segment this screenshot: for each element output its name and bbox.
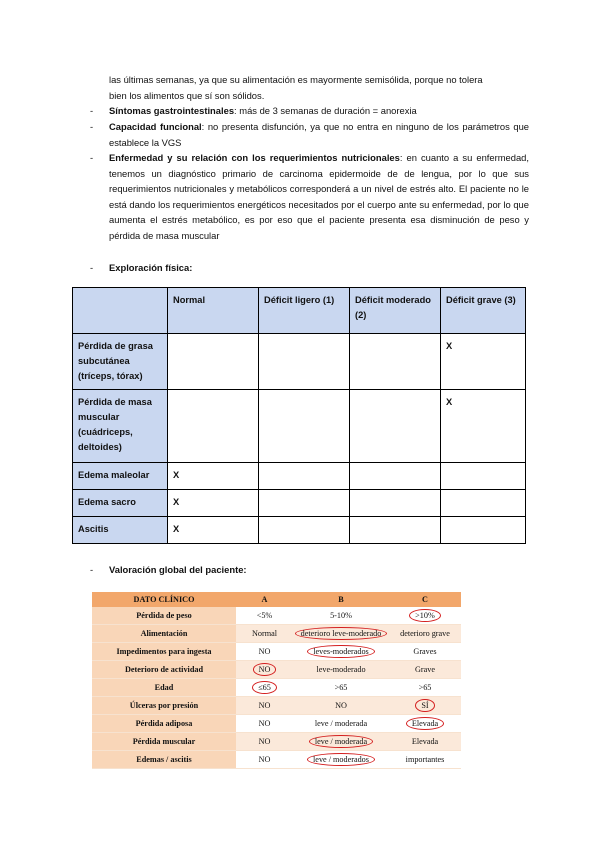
vg-header-cell: A bbox=[236, 592, 293, 607]
vg-table-row bbox=[92, 643, 461, 661]
table-row bbox=[73, 334, 526, 390]
table-cell: X bbox=[168, 490, 259, 517]
cell-value: Grave bbox=[414, 665, 435, 674]
circled-value: leve / moderada bbox=[309, 735, 373, 748]
vg-header-cell: C bbox=[389, 592, 461, 607]
table-cell: X bbox=[168, 517, 259, 544]
circled-value: deterioro leve-moderado bbox=[295, 627, 388, 640]
circled-value: >10% bbox=[409, 609, 441, 622]
vg-cell-c bbox=[389, 607, 461, 625]
table-cell bbox=[259, 517, 350, 544]
row-label: Pérdida de grasa subcutánea (tríceps, tórax) bbox=[73, 334, 168, 390]
table-cell bbox=[441, 490, 526, 517]
bullet-label: Enfermedad y su relación con los requerimientos nutricionales bbox=[109, 152, 400, 163]
bullet-dash: - bbox=[90, 564, 94, 575]
cell-value: <5% bbox=[256, 611, 273, 620]
row-label: Pérdida de masa muscular (cuádriceps, deltoides) bbox=[73, 390, 168, 463]
vg-table-row bbox=[92, 679, 461, 697]
table-cell bbox=[350, 490, 441, 517]
table-cell: X bbox=[441, 334, 526, 390]
bullet-text: : más de 3 semanas de duración = anorexia bbox=[234, 105, 417, 116]
vg-cell-a bbox=[236, 625, 293, 643]
vg-table-row bbox=[92, 751, 461, 769]
intro-line-2: bien los alimentos que sí son sólidos. bbox=[109, 89, 265, 101]
bullet-dash: - bbox=[90, 105, 94, 116]
vg-row-label: Pérdida muscular bbox=[92, 733, 236, 751]
header-cell: Normal bbox=[168, 288, 259, 334]
vg-cell-c bbox=[389, 697, 461, 715]
bullet-item-sintomas bbox=[109, 103, 529, 119]
cell-value: NO bbox=[258, 755, 271, 764]
cell-value: >65 bbox=[334, 683, 348, 692]
row-label: Edema maleolar bbox=[73, 463, 168, 490]
vg-cell-b bbox=[293, 697, 389, 715]
vg-header-cell: B bbox=[293, 592, 389, 607]
header-cell: Déficit moderado (2) bbox=[350, 288, 441, 334]
vg-cell-c bbox=[389, 715, 461, 733]
circled-value: leves-moderados bbox=[307, 645, 374, 658]
table-cell bbox=[259, 463, 350, 490]
vg-header-cell: DATO CLÍNICO bbox=[92, 592, 236, 607]
vg-table-row bbox=[92, 661, 461, 679]
cell-value: NO bbox=[258, 719, 271, 728]
intro-line-1: las últimas semanas, ya que su alimentación es mayormente semisólida, porque no tolera bbox=[109, 74, 483, 85]
bullet-item-capacidad bbox=[109, 119, 529, 150]
vg-cell-a bbox=[236, 607, 293, 625]
valoracion-table bbox=[92, 592, 461, 769]
header-cell: Déficit ligero (1) bbox=[259, 288, 350, 334]
vg-cell-a bbox=[236, 661, 293, 679]
vg-cell-a bbox=[236, 715, 293, 733]
vg-cell-a bbox=[236, 679, 293, 697]
valoracion-heading: Valoración global del paciente: bbox=[109, 564, 247, 575]
circled-value: Elevada bbox=[406, 717, 444, 730]
bullet-dash: - bbox=[90, 121, 94, 132]
table-cell bbox=[350, 463, 441, 490]
cell-value: 5-10% bbox=[330, 611, 352, 620]
vg-cell-c bbox=[389, 733, 461, 751]
cell-value: NO bbox=[258, 647, 271, 656]
vg-cell-b bbox=[293, 661, 389, 679]
table-cell bbox=[441, 463, 526, 490]
vg-cell-a bbox=[236, 643, 293, 661]
vg-cell-b bbox=[293, 679, 389, 697]
table-row bbox=[73, 463, 526, 490]
vg-row-label: Edemas / ascitis bbox=[92, 751, 236, 769]
table-cell bbox=[350, 390, 441, 463]
table-cell bbox=[350, 334, 441, 390]
circled-value: NO bbox=[253, 663, 277, 676]
vg-cell-c bbox=[389, 751, 461, 769]
vg-row-label: Pérdida adiposa bbox=[92, 715, 236, 733]
header-cell: Déficit grave (3) bbox=[441, 288, 526, 334]
cell-value: importantes bbox=[405, 755, 445, 764]
cell-value: deterioro grave bbox=[400, 629, 450, 638]
bullet-label: Capacidad funcional bbox=[109, 121, 202, 132]
table-cell bbox=[441, 517, 526, 544]
vg-cell-b bbox=[293, 715, 389, 733]
vg-table-row bbox=[92, 697, 461, 715]
vg-row-label: Deterioro de actividad bbox=[92, 661, 236, 679]
table-row bbox=[73, 390, 526, 463]
cell-value: Normal bbox=[251, 629, 277, 638]
intro-paragraph bbox=[109, 72, 529, 103]
vg-row-label: Edad bbox=[92, 679, 236, 697]
table-row bbox=[73, 517, 526, 544]
vg-cell-a bbox=[236, 697, 293, 715]
vg-table-row bbox=[92, 733, 461, 751]
cell-value: NO bbox=[258, 701, 271, 710]
exploracion-table bbox=[72, 287, 526, 544]
cell-value: leve / moderada bbox=[314, 719, 368, 728]
vg-cell-c bbox=[389, 679, 461, 697]
vg-cell-b bbox=[293, 643, 389, 661]
vg-table-row bbox=[92, 625, 461, 643]
vg-cell-b bbox=[293, 751, 389, 769]
table-cell bbox=[259, 390, 350, 463]
bullet-text: : no presenta disfunción, ya que no entra en ninguno de los parámetros que establece la VGS bbox=[109, 121, 529, 148]
vg-row-label: Impedimentos para ingesta bbox=[92, 643, 236, 661]
bullet-label: Síntomas gastrointestinales bbox=[109, 105, 235, 116]
vg-cell-a bbox=[236, 733, 293, 751]
bullet-dash: - bbox=[90, 262, 94, 273]
vg-row-label: Pérdida de peso bbox=[92, 607, 236, 625]
exploracion-heading: Exploración física: bbox=[109, 262, 193, 273]
vg-cell-b bbox=[293, 625, 389, 643]
circled-value: leve / moderados bbox=[307, 753, 375, 766]
vg-row-label: Úlceras por presión bbox=[92, 697, 236, 715]
cell-value: NO bbox=[258, 737, 271, 746]
table-row bbox=[73, 490, 526, 517]
circled-value: ≤65 bbox=[252, 681, 277, 694]
row-label: Edema sacro bbox=[73, 490, 168, 517]
vg-header-row bbox=[92, 592, 461, 607]
cell-value: Graves bbox=[413, 647, 437, 656]
vg-cell-b bbox=[293, 733, 389, 751]
cell-value: NO bbox=[335, 701, 347, 710]
table-cell bbox=[259, 490, 350, 517]
vg-cell-a bbox=[236, 751, 293, 769]
row-label: Ascitis bbox=[73, 517, 168, 544]
table-cell bbox=[259, 334, 350, 390]
vg-table-row bbox=[92, 715, 461, 733]
vg-row-label: Alimentación bbox=[92, 625, 236, 643]
cell-value: leve-moderado bbox=[316, 665, 366, 674]
table-cell: X bbox=[441, 390, 526, 463]
vg-body bbox=[92, 607, 461, 769]
header-cell bbox=[73, 288, 168, 334]
table-cell bbox=[168, 390, 259, 463]
vg-cell-c bbox=[389, 661, 461, 679]
table-cell bbox=[350, 517, 441, 544]
table-cell bbox=[168, 334, 259, 390]
vg-cell-c bbox=[389, 643, 461, 661]
bullet-text: : en cuanto a su enfermedad, tenemos un diagnóstico primario de carcinoma epidermoide de de lengua, por lo que sus requerimientos nutricionales y metabólicos corresponderá a un nivel de estrés alto. El paciente no le está dando los requerimientos energéticos necesitados por el cuerpo ante su enfermedad, por lo que aumenta el estrés metabólico, es por eso que el paciente presenta esa disminución de peso y pérdida de masa muscular bbox=[109, 152, 529, 241]
cell-value: Elevada bbox=[411, 737, 439, 746]
vg-cell-b bbox=[293, 607, 389, 625]
bullet-item-enfermedad bbox=[109, 150, 529, 244]
vg-cell-c bbox=[389, 625, 461, 643]
circled-value: SÍ bbox=[415, 699, 434, 712]
bullet-dash: - bbox=[90, 152, 94, 163]
table-cell: X bbox=[168, 463, 259, 490]
vg-table-row bbox=[92, 607, 461, 625]
cell-value: >65 bbox=[418, 683, 432, 692]
table-header-row bbox=[73, 288, 526, 334]
